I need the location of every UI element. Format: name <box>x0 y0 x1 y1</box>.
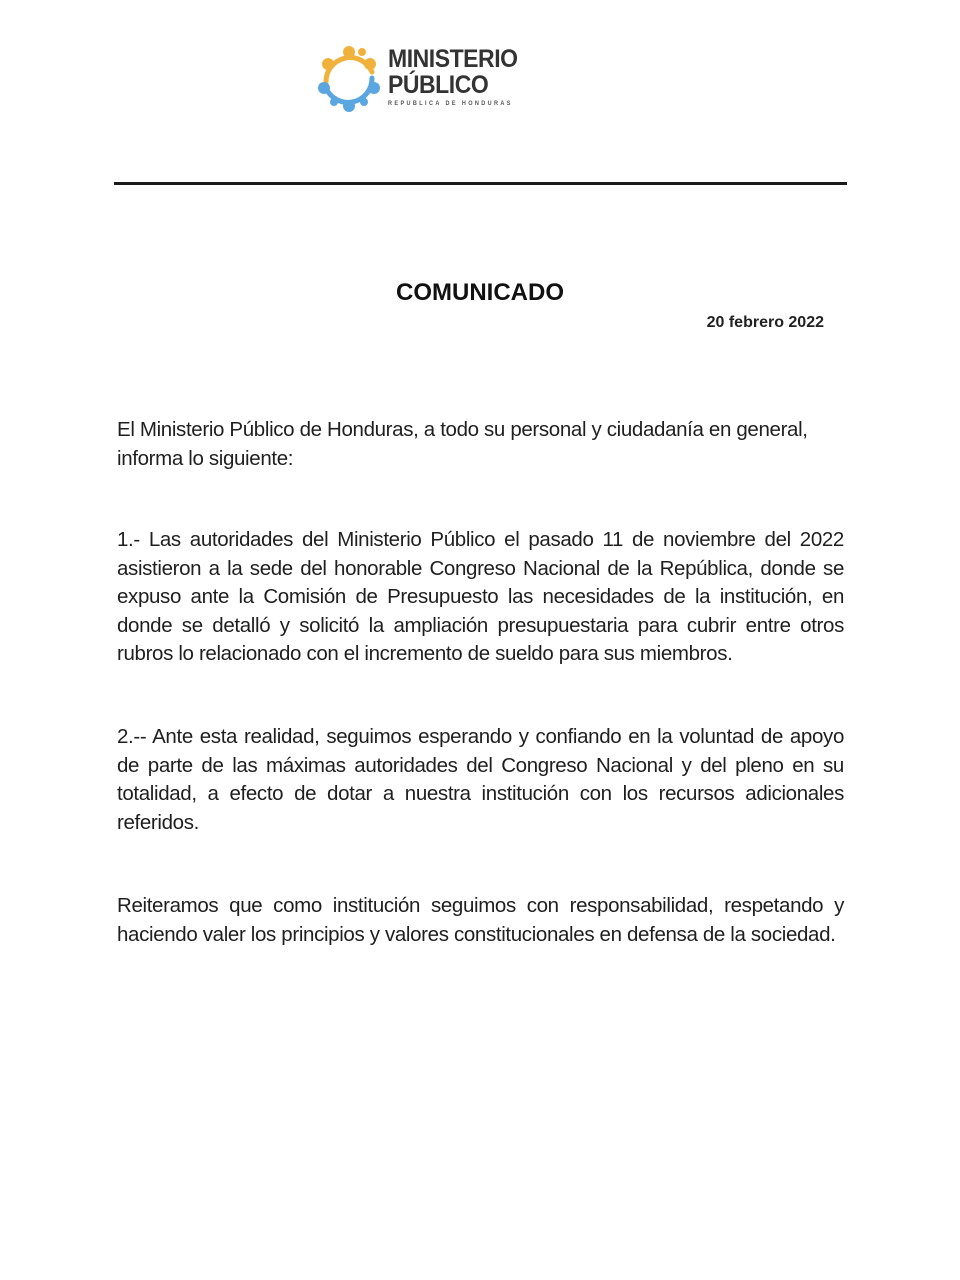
document-date: 20 febrero 2022 <box>706 314 824 331</box>
point-2-paragraph: 2.-- Ante esta realidad, seguimos esperando y confiando en la voluntad de apoyo de parte de las máximas autoridades del Congreso Nacional y del pleno en su totalidad, a efecto de dotar a nuestra institución con los recursos adicionales referidos. <box>117 725 844 834</box>
intro-paragraph: El Ministerio Público de Honduras, a todo su personal y ciudadanía en general, informa lo siguiente: <box>117 418 808 470</box>
logo-title-line2: PÚBLICO <box>388 71 489 99</box>
closing-paragraph: Reiteramos que como institución seguimos con responsabilidad, respetando y haciendo valer los principios y valores constitucionales en defensa de la sociedad. <box>117 894 844 946</box>
logo-title-line1: MINISTERIO <box>388 45 518 73</box>
ministerio-publico-logo <box>316 42 536 118</box>
point-1-paragraph: 1.- Las autoridades del Ministerio Público el pasado 11 de noviembre del 2022 asistieron a la sede del honorable Congreso Nacional de la República, donde se expuso ante la Comisión de Presupuesto las necesidades de la institución, en donde se detalló y solicitó la ampliación presupuestaria para cubrir entre otros rubros lo relacionado con el incremento de sueldo para sus miembros. <box>117 528 844 665</box>
people-circle-logo-icon <box>316 42 382 116</box>
document-title: COMUNICADO <box>396 279 564 306</box>
header-divider <box>114 182 847 185</box>
logo-subtitle: REPÚBLICA DE HONDURAS <box>388 101 513 107</box>
